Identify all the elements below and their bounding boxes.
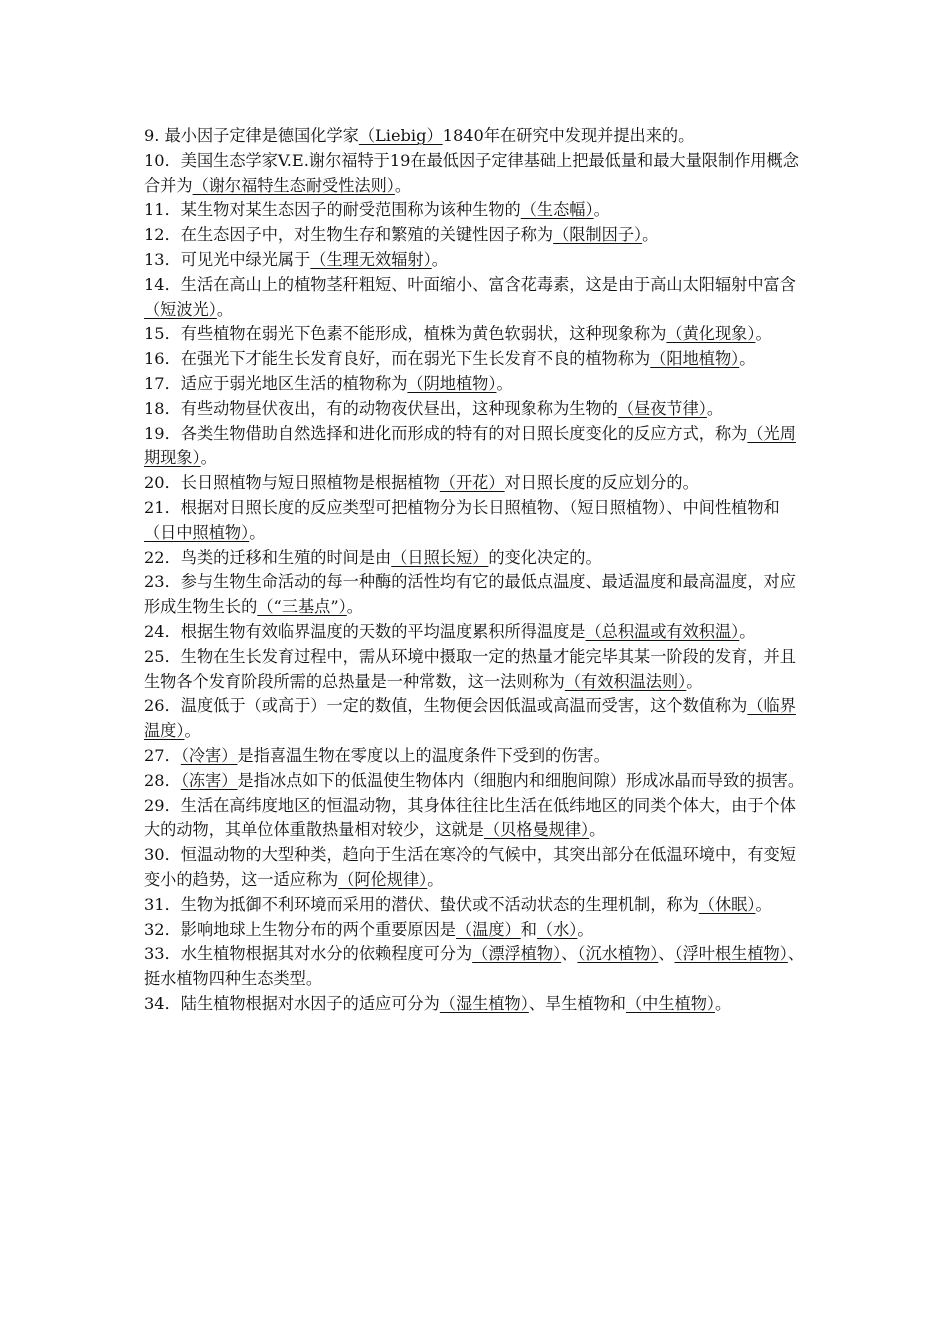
question-text: 17．适应于弱光地区生活的植物称为	[144, 373, 408, 393]
question-item	[144, 546, 808, 571]
question-item	[144, 794, 808, 844]
question-item	[144, 223, 808, 248]
question-text: 。	[739, 621, 756, 641]
question-text: 9. 最小因子定律是德国化学家	[144, 126, 359, 145]
document-page	[144, 124, 808, 1017]
answer-text: （“三基点”）	[257, 597, 347, 617]
question-text: 18．有些动物昼伏夜出，有的动物夜伏昼出，这种现象称为生物的	[144, 398, 618, 418]
question-item	[144, 645, 808, 695]
question-text: 33．水生植物根据其对水分的依赖程度可分为	[144, 944, 473, 964]
question-text: 对日照长度的反应划分的。	[504, 473, 699, 493]
answer-text: （日中照植物）	[144, 522, 250, 542]
answer-text: （黄化现象）	[666, 324, 756, 344]
question-text: 、挺水植物四种生态类型。	[144, 944, 805, 989]
question-text: 13．可见光中绿光属于	[144, 249, 311, 269]
answer-text: （Liebig）	[358, 126, 443, 145]
question-item	[144, 694, 808, 744]
answer-text: （浮叶根生植物）	[674, 944, 788, 964]
question-item	[144, 471, 808, 496]
question-item	[144, 570, 808, 620]
question-text: 19．各类生物借助自然选择和进化而形成的特有的对日照长度变化的反应方式，称为	[144, 423, 748, 443]
question-text: 29．生活在高纬度地区的恒温动物，其身体往往比生活在低纬地区的同类个体大，由于个体大的动物，其单位体重散热量相对较少，这就是	[144, 795, 796, 840]
question-text: 27．	[144, 745, 181, 765]
question-text: 23．参与生物生命活动的每一种酶的活性均有它的最低点温度、最适温度和最高温度，对应形成生物生长的	[144, 572, 796, 617]
question-item	[144, 198, 808, 223]
question-text: 。	[589, 820, 606, 840]
answer-text: （生理无效辐射）	[310, 249, 432, 269]
question-item	[144, 769, 808, 794]
answer-text: （沉水植物）	[577, 944, 659, 964]
answer-text: （光周期现象）	[144, 423, 796, 468]
question-text: 22．鸟类的迁移和生殖的时间是由	[144, 547, 392, 567]
question-text: 26．温度低于（或高于）一定的数值，生物便会因低温或高温而受害，这个数值称为	[144, 696, 748, 716]
question-text: 。	[427, 869, 444, 889]
answer-text: （漂浮植物）	[472, 944, 562, 964]
question-item	[144, 496, 808, 546]
question-text: 。	[496, 373, 513, 393]
question-text: 、	[561, 944, 578, 964]
answer-text: （限制因子）	[553, 225, 643, 245]
question-text: 。	[755, 894, 772, 914]
answer-text: （湿生植物）	[439, 993, 529, 1013]
answer-text: （总积温或有效积温）	[585, 621, 740, 641]
question-text: 。	[714, 993, 732, 1013]
question-text: 。	[249, 522, 266, 542]
question-text: 。	[577, 919, 594, 939]
question-text: 。	[216, 299, 234, 319]
question-item	[144, 149, 808, 199]
question-item	[144, 893, 808, 918]
question-item	[144, 918, 808, 943]
question-text: 。	[200, 448, 217, 468]
answer-text: （阴地植物）	[407, 373, 497, 393]
question-text: 10．美国生态学家V.E.谢尔福特于19在最低因子定律基础上把最低量和最大量限制作用概念合并为	[144, 150, 799, 195]
question-text: 。	[346, 597, 363, 617]
question-item	[144, 992, 808, 1017]
question-text: 20．长日照植物与短日照植物是根据植物	[144, 473, 440, 493]
question-text: 的变化决定的。	[488, 547, 602, 567]
question-item	[144, 942, 808, 992]
question-text: 。	[394, 175, 412, 195]
question-item	[144, 322, 808, 347]
answer-text: （临界温度）	[144, 696, 796, 741]
question-text: 11．某生物对某生态因子的耐受范围称为该种生物的	[144, 200, 521, 220]
question-text: 。	[739, 349, 756, 369]
answer-text: （阳地植物）	[650, 349, 740, 369]
question-item	[144, 273, 808, 323]
answer-text: （短波光）	[144, 299, 217, 319]
question-text: 和	[520, 919, 537, 939]
question-text: 、	[658, 944, 675, 964]
answer-text: （日照长短）	[391, 547, 489, 567]
answer-text: （休眠）	[698, 894, 756, 914]
answer-text: （冷害）	[180, 745, 238, 765]
question-text: 是指冰点如下的低温使生物体内（细胞内和细胞间隙）形成冰晶而导致的损害。	[237, 770, 805, 790]
question-text: 。	[642, 225, 659, 245]
question-item	[144, 347, 808, 372]
question-text: 12．在生态因子中，对生物生存和繁殖的关键性因子称为	[144, 225, 554, 245]
question-item	[144, 372, 808, 397]
question-text: 。	[755, 324, 772, 344]
answer-text: （生态幅）	[520, 200, 594, 220]
question-text: 。	[431, 249, 448, 269]
question-item	[144, 620, 808, 645]
answer-text: （谢尔福特生态耐受性法则）	[192, 175, 395, 195]
question-text: 是指喜温生物在零度以上的温度条件下受到的伤害。	[237, 745, 610, 765]
question-text: 25．生物在生长发育过程中，需从环境中摄取一定的热量才能完毕其某一阶段的发育，并且生物各个发育阶段所需的总热量是一种常数，这一法则称为	[144, 646, 796, 691]
question-text: 。	[706, 398, 724, 418]
answer-text: （昼夜节律）	[617, 398, 707, 418]
question-text: 21．根据对日照长度的反应类型可把植物分为长日照植物、（短日照植物）、中间性植物和	[144, 497, 780, 517]
question-item	[144, 744, 808, 769]
answer-text: （开花）	[439, 473, 505, 493]
question-text: 34．陆生植物根据对水因子的适应可分为	[144, 993, 440, 1013]
question-item	[144, 397, 808, 422]
answer-text: （中生植物）	[625, 993, 715, 1013]
answer-text: （有效积温法则）	[564, 671, 687, 691]
question-text: 16．在强光下才能生长发育良好，而在弱光下生长发育不良的植物称为	[144, 349, 651, 369]
question-text: 32．影响地球上生物分布的两个重要原因是	[144, 919, 456, 939]
question-text: 28．	[144, 770, 181, 790]
answer-text: （阿伦规律）	[338, 869, 428, 889]
question-text: 14．生活在高山上的植物茎秆粗短、叶面缩小、富含花毒素，这是由于高山太阳辐射中富含	[144, 274, 796, 294]
question-item	[144, 124, 808, 149]
question-item	[144, 843, 808, 893]
question-item	[144, 422, 808, 472]
question-text: 24．根据生物有效临界温度的天数的平均温度累积所得温度是	[144, 621, 586, 641]
question-text: 1840年在研究中发现并提出来的。	[442, 126, 695, 145]
question-item	[144, 248, 808, 273]
question-text: 。	[184, 721, 201, 741]
answer-text: （贝格曼规律）	[483, 820, 590, 840]
question-text: 31．生物为抵御不利环境而采用的潜伏、蛰伏或不活动状态的生理机制，称为	[144, 894, 699, 914]
question-text: 。	[593, 200, 610, 220]
answer-text: （冻害）	[180, 770, 238, 790]
question-text: 15．有些植物在弱光下色素不能形成，植株为黄色软弱状，这种现象称为	[144, 324, 667, 344]
answer-text: （温度）	[455, 919, 521, 939]
answer-text: （水）	[536, 919, 578, 939]
question-text: 。	[686, 671, 703, 691]
question-text: 30．恒温动物的大型种类，趋向于生活在寒冷的气候中，其突出部分在低温环境中，有变短变小的趋势，这一适应称为	[144, 845, 796, 889]
question-text: 、旱生植物和	[528, 993, 626, 1013]
